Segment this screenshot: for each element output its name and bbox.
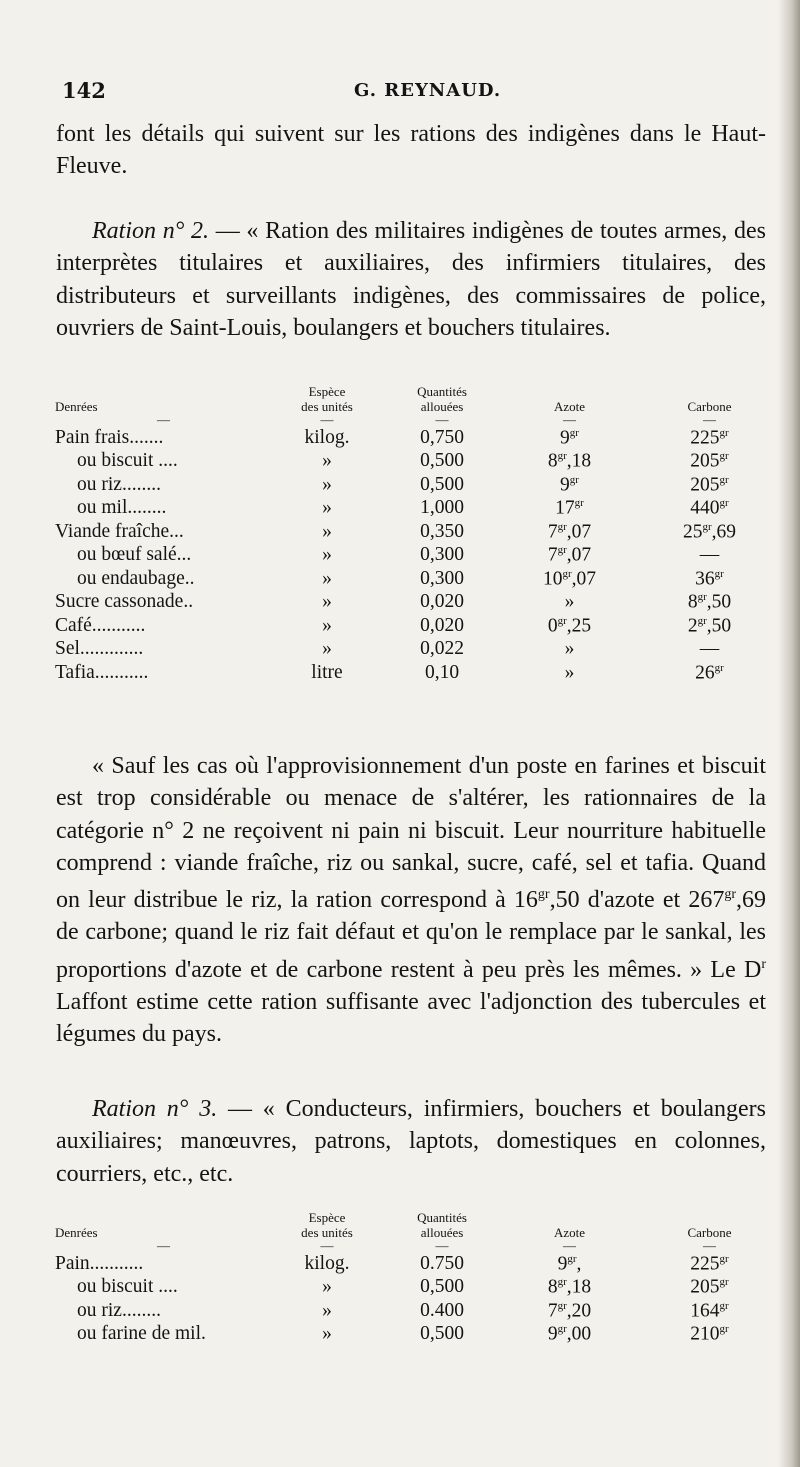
table-cell: ou riz........ <box>77 473 161 495</box>
table-cell: ou mil........ <box>77 497 167 519</box>
table-cell: 0.750 <box>420 1252 464 1274</box>
table-cell: $10^{gr},07$ <box>542 567 597 589</box>
table-row <box>55 497 782 521</box>
table-cell: Sucre cassonade.. <box>55 591 194 613</box>
table-cell: » <box>322 638 332 660</box>
table-cell: 0,300 <box>420 567 464 589</box>
table-cell: » <box>564 638 575 660</box>
ration-3-text: — « Conducteurs, infirmiers, bouchers et boulangers auxiliaires; manœuvres, patrons, laptots, domestiques en colonnes, courriers, etc., etc. <box>56 1096 767 1187</box>
ration-2-paragraph <box>56 215 766 344</box>
table-cell: 0,022 <box>420 638 464 660</box>
table-row <box>55 1276 782 1300</box>
table-row <box>55 520 782 544</box>
dash-cell: — <box>157 1238 170 1253</box>
table-cell: $9^{gr},00$ <box>547 1323 592 1345</box>
table-row <box>55 591 782 615</box>
table-cell: $25^{gr},69$ <box>682 520 737 542</box>
table-row <box>55 426 782 450</box>
table-cell: » <box>322 1323 332 1345</box>
dash-row <box>55 414 782 426</box>
table-cell: » <box>322 614 332 636</box>
table-cell: Tafia........... <box>55 661 149 683</box>
column-header: Denrées <box>55 399 98 414</box>
column-header: Espèce des unités <box>301 384 353 414</box>
table-cell: kilog. <box>304 426 350 448</box>
table-cell: 0,500 <box>420 473 464 495</box>
dash-cell: — <box>703 1238 716 1253</box>
page-number: 142 <box>62 78 106 103</box>
table-cell: $7^{gr},07$ <box>547 544 592 566</box>
table-cell: 0,500 <box>420 1323 464 1345</box>
dash-cell: — <box>703 412 716 427</box>
table-cell: 0.400 <box>420 1299 464 1321</box>
table-cell: 0,750 <box>420 426 464 448</box>
table-cell: $9^{gr}$ <box>560 426 579 448</box>
table-cell: ou farine de mil. <box>77 1323 206 1345</box>
table-cell: » <box>322 567 332 589</box>
table-cell: 0,300 <box>420 544 464 566</box>
column-header: Quantités allouées <box>417 384 467 414</box>
table-cell: $440^{gr}$ <box>690 497 729 519</box>
table-cell: » <box>322 1299 332 1321</box>
table-cell: » <box>564 591 575 613</box>
table-row <box>55 544 782 568</box>
running-header <box>62 78 752 108</box>
table-cell: $0^{gr},25$ <box>547 614 592 636</box>
table-cell: ou riz........ <box>77 1299 161 1321</box>
table-row <box>55 638 782 662</box>
ration-2-commentary: « Sauf les cas où l'approvisionnement d'un poste en farines et biscuit est trop considérable ou menace de s'altérer, les rationnaires de la catégorie n° 2 ne reçoivent ni pain ni biscuit. Leur nourriture habituelle comprend : viande fraîche, riz ou sankal, sucre, café, sel et tafia. Quand on leur distribue le riz, la ration correspond à $16^{gr},50$ d'azote et $267^{gr},69$ de carbone; quand le riz fait défaut et qu'on le remplace par le sankal, les proportions d'azote et de carbone restent à peu près les mêmes. » Le $D^r$ Laffont estime cette ration suffisante avec l'adjonction des tubercules et légumes du pays. <box>56 753 767 1048</box>
table-cell: $9^{gr}$, <box>557 1252 582 1274</box>
ration-2-heading: Ration n° 2. <box>92 218 210 244</box>
column-header: Azote <box>553 1225 586 1240</box>
dash-row <box>55 1240 782 1252</box>
table-row <box>55 1299 782 1323</box>
ration-3-heading: Ration n° 3. <box>92 1096 218 1122</box>
running-head-author: G. REYNAUD. <box>354 80 502 101</box>
table-header-row <box>55 1210 782 1240</box>
table-cell: 0,350 <box>420 520 464 542</box>
table-cell: Pain frais....... <box>55 426 164 448</box>
table-cell: » <box>322 450 332 472</box>
table-cell: » <box>322 473 332 495</box>
table-cell: — <box>699 544 720 566</box>
column-header: Denrées <box>55 1225 98 1240</box>
table-cell: $7^{gr},07$ <box>547 520 592 542</box>
dash-cell: — <box>563 1238 576 1253</box>
table-cell: 0,10 <box>424 661 460 683</box>
table-header-row <box>55 384 782 414</box>
table-cell: » <box>322 1276 332 1298</box>
dash-cell: — <box>435 1238 449 1253</box>
table-cell: $36^{gr}$ <box>695 567 724 589</box>
table-cell: 1,000 <box>420 497 464 519</box>
table-cell: 0,500 <box>420 1276 464 1298</box>
intro-paragraph: font les détails qui suivent sur les rations des indigènes dans le Haut-Fleuve. <box>56 121 766 180</box>
table-row <box>55 1252 782 1276</box>
table-cell: $210^{gr}$ <box>690 1323 729 1345</box>
column-header: Azote <box>553 399 586 414</box>
dash-cell: — <box>435 412 449 427</box>
table-row <box>55 614 782 638</box>
table-row <box>55 473 782 497</box>
table-cell: $26^{gr}$ <box>695 661 724 683</box>
table-row <box>55 450 782 474</box>
table-cell: $2^{gr},50$ <box>687 614 732 636</box>
table-row <box>55 661 782 685</box>
table-cell: ou biscuit .... <box>77 450 178 472</box>
table-cell: — <box>699 638 720 660</box>
table-cell: kilog. <box>304 1252 350 1274</box>
ration-3-paragraph <box>56 1093 766 1190</box>
dash-cell: — <box>157 412 170 427</box>
dash-cell: — <box>320 412 334 427</box>
table-cell: $17^{gr}$ <box>555 497 584 519</box>
table-cell: ou endaubage.. <box>77 567 195 589</box>
table-cell: » <box>564 661 575 683</box>
table-cell: ou bœuf salé... <box>77 544 192 566</box>
table-row <box>55 1323 782 1347</box>
table-cell: $225^{gr}$ <box>690 426 729 448</box>
table-cell: » <box>322 544 332 566</box>
table-cell: 0,020 <box>420 591 464 613</box>
table-cell: litre <box>311 661 343 683</box>
table-cell: 0,500 <box>420 450 464 472</box>
table-cell: $7^{gr},20$ <box>547 1299 592 1321</box>
dash-cell: — <box>563 412 576 427</box>
table-cell: $205^{gr}$ <box>690 473 729 495</box>
table-cell: 0,020 <box>420 614 464 636</box>
table-cell: $205^{gr}$ <box>690 450 729 472</box>
table-row <box>55 567 782 591</box>
column-header: Carbone <box>687 399 732 414</box>
ration-3-table <box>55 1210 782 1346</box>
table-cell: $8^{gr},18$ <box>547 450 592 472</box>
column-header: Quantités allouées <box>417 1210 467 1240</box>
table-cell: $205^{gr}$ <box>690 1276 729 1298</box>
table-cell: Pain........... <box>55 1252 144 1274</box>
dash-cell: — <box>320 1238 334 1253</box>
table-cell: » <box>322 520 332 542</box>
ration-2-text: — « Ration des militaires indigènes de toutes armes, des interprètes titulaires et auxiliaires, des infirmiers titulaires, des distributeurs et surveillants indigènes, des commissaires de police, ouvriers de Saint-Louis, boulangers et bouchers titulaires. <box>56 218 767 341</box>
table-cell: Café........... <box>55 614 146 636</box>
table-cell: » <box>322 591 332 613</box>
table-cell: $9^{gr}$ <box>560 473 579 495</box>
table-cell: Viande fraîche... <box>55 520 184 542</box>
table-cell: $164^{gr}$ <box>690 1299 729 1321</box>
table-cell: $8^{gr},18$ <box>547 1276 592 1298</box>
ration-2-table <box>55 384 782 685</box>
column-header: Espèce des unités <box>301 1210 353 1240</box>
table-cell: ou biscuit .... <box>77 1276 178 1298</box>
table-cell: $8^{gr},50$ <box>687 591 732 613</box>
table-cell: $225^{gr}$ <box>690 1252 729 1274</box>
column-header: Carbone <box>687 1225 732 1240</box>
table-cell: » <box>322 497 332 519</box>
table-cell: Sel............. <box>55 638 144 660</box>
